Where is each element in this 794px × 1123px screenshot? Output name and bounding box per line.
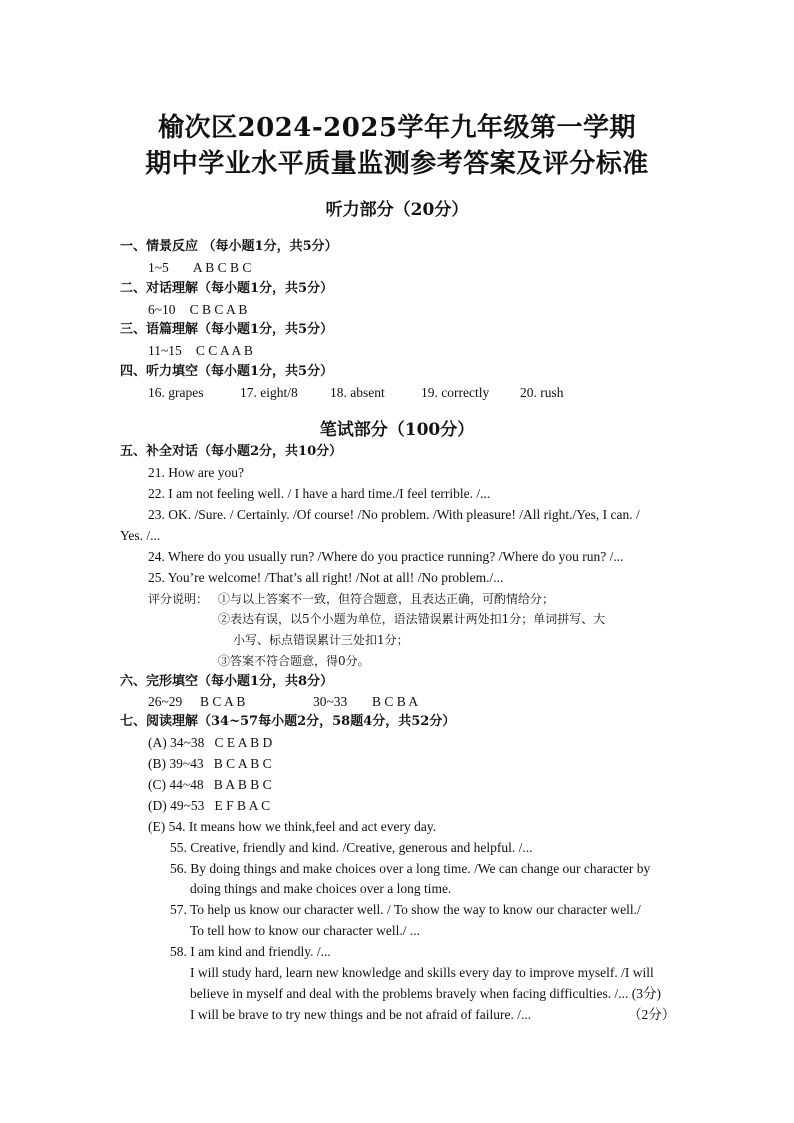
answer-57-line2: To tell how to know our character well./ ... (190, 923, 420, 938)
answer-54: (E) 54. It means how we think,feel and act every day. (148, 819, 437, 834)
section-1-answers (148, 259, 251, 277)
document-title-line1: 榆次区2024-2025学年九年级第一学期 (157, 113, 637, 143)
answer-24: 24. Where do you usually run? /Where do you practice running? /Where do you run? /... (148, 549, 624, 564)
reading-A-answers: (A) 34~38 C E A B D (148, 735, 273, 750)
document-title-line2: 期中学业水平质量监测参考答案及评分标准 (145, 149, 649, 179)
answer-21: 21. How are you? (148, 465, 244, 480)
section-1-title: 一、情景反应 （每小题1分，共5分） (120, 239, 338, 254)
answer-23-line1: 23. OK. /Sure. / Certainly. /Of course! /No problem. /With pleasure! /All right./Yes, I can. / (148, 507, 640, 522)
section-3-title: 三、语篇理解（每小题1分，共5分） (120, 322, 334, 337)
section-5-title: 五、补全对话（每小题2分，共10分） (120, 444, 343, 459)
answer-25: 25. You’re welcome! /That’s all right! /Not at all! /No problem./... (148, 570, 504, 585)
answer-range: 6~10 (148, 302, 176, 317)
writing-section-header: 笔试部分（100分） (319, 420, 475, 440)
section-6-answers-1: B C A B (200, 694, 246, 709)
listening-section-header: 听力部分（20分） (325, 200, 469, 220)
section-6-range-2: 30~33 (313, 694, 348, 709)
answer-range: 1~5 (148, 260, 169, 275)
answer-key: C C A A B (195, 343, 253, 358)
answer-range: 11~15 (148, 343, 182, 358)
scoring-note-label: 评分说明： (148, 592, 209, 606)
section-4-answer-16: 16. grapes (148, 385, 204, 400)
answer-56-line1: 56. By doing things and make choices over a long time. /We can change our character by (170, 861, 651, 876)
section-6-answers-2: B C B A (372, 694, 419, 709)
answer-58-line2: I will study hard, learn new knowledge and skills every day to improve myself. /I will (190, 965, 654, 980)
answer-58-line3: believe in myself and deal with the problems bravely when facing difficulties. /... (3分) (190, 986, 661, 1001)
reading-C-answers: (C) 44~48 B A B B C (148, 777, 272, 792)
scoring-note-2-line2: 小写、标点错误累计三处扣1分； (233, 633, 409, 647)
answer-22: 22. I am not feeling well. / I have a hard time./I feel terrible. /... (148, 486, 491, 501)
section-7-title: 七、阅读理解（34~57每小题2分，58题4分，共52分） (120, 714, 456, 729)
section-2-title: 二、对话理解（每小题1分，共5分） (120, 281, 334, 296)
reading-B-answers: (B) 39~43 B C A B C (148, 756, 272, 771)
answer-55: 55. Creative, friendly and kind. /Creative, generous and helpful. /... (170, 840, 533, 855)
section-4-answer-17: 17. eight/8 (240, 385, 298, 400)
scoring-note-2-line1: ②表达有误，以5个小题为单位，语法错误累计两处扣1分；单词拼写、大 (218, 612, 606, 626)
section-4-title: 四、听力填空（每小题1分，共5分） (120, 364, 334, 379)
answer-key: A B C B C (192, 260, 252, 275)
section-4-answer-20: 20. rush (520, 385, 564, 400)
section-2-answers (148, 301, 247, 319)
section-4-answer-18: 18. absent (330, 385, 385, 400)
answer-58-score: （2分） (628, 1007, 676, 1022)
section-6-title: 六、完形填空（每小题1分，共8分） (120, 674, 334, 689)
scoring-note-3: ③答案不符合题意，得0分。 (218, 654, 370, 668)
answer-58-line4: I will be brave to try new things and be not afraid of failure. /... (190, 1007, 532, 1022)
section-6-range-1: 26~29 (148, 694, 183, 709)
scoring-note-1: ①与以上答案不一致，但符合题意，且表达正确，可酌情给分； (218, 592, 555, 606)
answer-58-line1: 58. I am kind and friendly. /... (170, 944, 331, 959)
section-3-answers (148, 342, 253, 360)
section-4-answer-19: 19. correctly (421, 385, 490, 400)
answer-23-line2: Yes. /... (120, 528, 161, 543)
answer-56-line2: doing things and make choices over a long time. (190, 881, 452, 896)
answer-57-line1: 57. To help us know our character well. / To show the way to know our character well./ (170, 902, 641, 917)
reading-D-answers: (D) 49~53 E F B A C (148, 798, 271, 813)
answer-key: C B C A B (189, 302, 248, 317)
